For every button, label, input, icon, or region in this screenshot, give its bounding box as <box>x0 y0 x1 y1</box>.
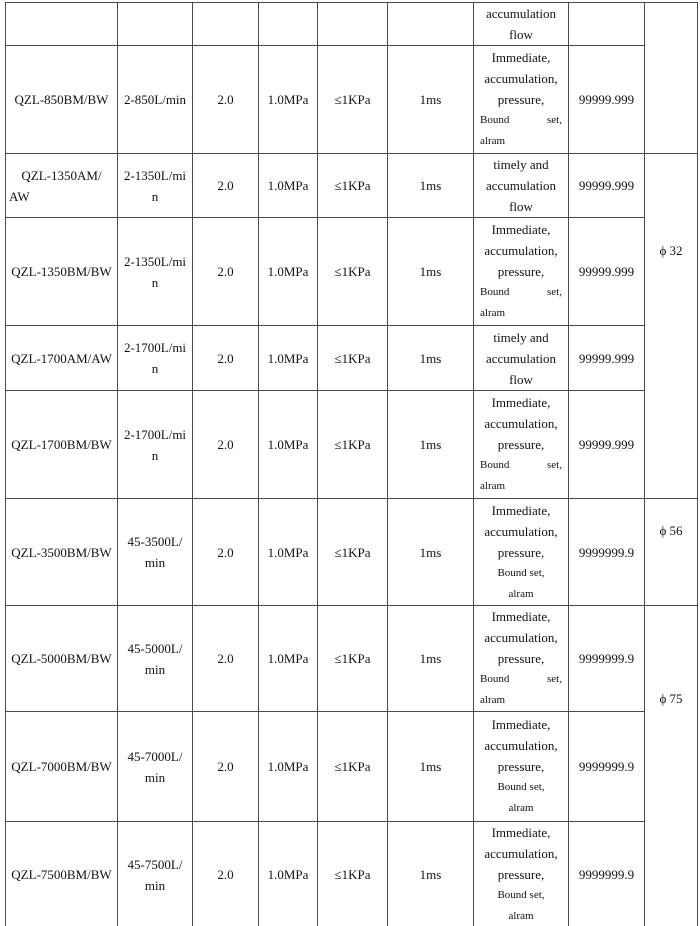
flow-range-value: 45-3500L/ <box>127 534 183 549</box>
cell-pressure-loss: ≤1KPa <box>318 712 388 822</box>
cell-display-range: 99999.999 <box>569 218 645 326</box>
cell-working-pressure <box>259 3 318 46</box>
cell-pressure-loss: ≤1KPa <box>318 391 388 499</box>
function-line-alarm: alram <box>480 135 506 147</box>
diameter-value: ϕ 32 <box>659 243 683 258</box>
model-label: QZL-1350AM/ <box>21 167 102 183</box>
function-line: Immediate, <box>491 609 551 624</box>
cell-model <box>6 499 118 606</box>
cell-flow-range <box>118 46 193 154</box>
cell-model <box>6 822 118 926</box>
model-label: QZL-1350BM/BW <box>11 264 112 279</box>
function-line-bound-set: Bound set, <box>497 889 545 901</box>
model-label: QZL-1700BM/BW <box>11 437 112 452</box>
set-word: set, <box>547 459 562 471</box>
cell-display-range: 99999.999 <box>569 391 645 499</box>
table-row <box>6 606 698 712</box>
cell-model <box>6 326 118 391</box>
function-line: pressure, <box>497 437 545 452</box>
cell-model <box>6 712 118 822</box>
flow-range-value: min <box>144 661 166 677</box>
function-line: accumulation <box>485 178 557 193</box>
cell-pressure-loss <box>318 3 388 46</box>
cell-working-pressure: 1.0MPa <box>259 712 318 822</box>
table-row <box>6 3 698 46</box>
cell-response-time <box>388 3 474 46</box>
cell-working-pressure: 1.0MPa <box>259 46 318 154</box>
flow-range-value: 45-7500L/ <box>127 856 183 872</box>
cell-response-time: 1ms <box>388 46 474 154</box>
function-line: accumulation, <box>484 846 558 861</box>
cell-diameter <box>645 499 698 606</box>
cell-display-range: 99999.999 <box>569 46 645 154</box>
set-word: set, <box>547 114 562 126</box>
cell-flow-range <box>118 3 193 46</box>
cell-flow-range <box>118 326 193 391</box>
model-label: AW <box>9 188 30 204</box>
flow-range-value: 2-850L/min <box>123 92 187 107</box>
function-line-bound-set: Bound set, <box>497 781 545 793</box>
cell-diameter <box>645 154 698 499</box>
diameter-value: ϕ 75 <box>659 691 683 706</box>
cell-display-range: 9999999.9 <box>569 499 645 606</box>
function-line-bound-set <box>474 455 568 476</box>
cell-accuracy: 2.0 <box>193 154 259 218</box>
cell-functions <box>474 391 569 499</box>
cell-model <box>6 218 118 326</box>
cell-accuracy: 2.0 <box>193 46 259 154</box>
function-line: flow <box>509 199 533 214</box>
cell-pressure-loss: ≤1KPa <box>318 46 388 154</box>
cell-response-time: 1ms <box>388 391 474 499</box>
cell-pressure-loss: ≤1KPa <box>318 606 388 712</box>
function-line: timely and <box>493 329 549 345</box>
function-line: accumulation, <box>484 71 558 86</box>
flow-range-value: min <box>144 555 166 570</box>
cell-functions <box>474 606 569 712</box>
cell-functions <box>474 3 569 46</box>
cell-response-time: 1ms <box>388 326 474 391</box>
cell-working-pressure: 1.0MPa <box>259 822 318 926</box>
cell-display-range: 99999.999 <box>569 326 645 391</box>
function-line-alarm: alram <box>480 480 506 492</box>
function-line: pressure, <box>497 759 545 774</box>
cell-functions <box>474 822 569 926</box>
cell-functions <box>474 326 569 391</box>
function-line: Immediate, <box>491 50 551 65</box>
cell-accuracy: 2.0 <box>193 712 259 822</box>
table-row <box>6 218 698 326</box>
flow-range-value: n <box>151 188 159 204</box>
function-line: flow <box>509 27 533 42</box>
function-line: accumulation, <box>484 630 558 645</box>
spec-table <box>5 2 698 926</box>
diameter-value: ϕ 56 <box>659 523 683 538</box>
table-row <box>6 712 698 822</box>
model-label: QZL-850BM/BW <box>14 92 109 107</box>
flow-range-value: 45-7000L/ <box>127 748 183 764</box>
function-line: accumulation <box>485 350 557 366</box>
cell-response-time: 1ms <box>388 218 474 326</box>
cell-working-pressure: 1.0MPa <box>259 154 318 218</box>
cell-functions <box>474 712 569 822</box>
function-line: timely and <box>493 157 549 172</box>
cell-response-time: 1ms <box>388 606 474 712</box>
cell-pressure-loss: ≤1KPa <box>318 822 388 926</box>
cell-response-time: 1ms <box>388 712 474 822</box>
cell-accuracy: 2.0 <box>193 218 259 326</box>
cell-display-range: 9999999.9 <box>569 606 645 712</box>
cell-functions <box>474 46 569 154</box>
cell-pressure-loss: ≤1KPa <box>318 326 388 391</box>
cell-model <box>6 606 118 712</box>
flow-range-value: min <box>144 877 166 893</box>
function-line: pressure, <box>497 92 545 107</box>
cell-functions <box>474 499 569 606</box>
cell-display-range: 9999999.9 <box>569 822 645 926</box>
model-label: QZL-5000BM/BW <box>11 651 112 666</box>
function-line: accumulation <box>485 6 557 21</box>
function-line-alarm: alram <box>508 587 534 600</box>
function-line: pressure, <box>497 544 545 560</box>
cell-diameter <box>645 3 698 154</box>
cell-display-range: 99999.999 <box>569 154 645 218</box>
cell-response-time: 1ms <box>388 154 474 218</box>
cell-diameter <box>645 606 698 926</box>
cell-response-time: 1ms <box>388 822 474 926</box>
flow-range-value: 2-1350L/mi <box>123 167 187 183</box>
cell-accuracy: 2.0 <box>193 391 259 499</box>
function-line: Immediate, <box>491 395 551 410</box>
cell-accuracy: 2.0 <box>193 326 259 391</box>
cell-functions <box>474 154 569 218</box>
table-row <box>6 822 698 926</box>
cell-pressure-loss: ≤1KPa <box>318 499 388 606</box>
cell-flow-range <box>118 154 193 218</box>
function-line: pressure, <box>497 867 545 882</box>
cell-functions <box>474 218 569 326</box>
bound-word: Bound <box>480 673 510 685</box>
table-row <box>6 499 698 606</box>
model-label: QZL-3500BM/BW <box>11 544 112 560</box>
flow-range-value: n <box>151 361 159 376</box>
cell-working-pressure: 1.0MPa <box>259 218 318 326</box>
function-line: pressure, <box>497 651 545 666</box>
table-row <box>6 154 698 218</box>
flow-range-value: n <box>151 274 159 290</box>
bound-word: Bound <box>480 459 510 471</box>
cell-flow-range <box>118 391 193 499</box>
cell-pressure-loss: ≤1KPa <box>318 154 388 218</box>
cell-working-pressure: 1.0MPa <box>259 326 318 391</box>
flow-range-value: 2-1700L/mi <box>123 426 187 442</box>
function-line: flow <box>509 371 533 387</box>
cell-display-range <box>569 3 645 46</box>
cell-model <box>6 391 118 499</box>
function-line-alarm: alram <box>508 910 534 922</box>
cell-display-range: 9999999.9 <box>569 712 645 822</box>
cell-flow-range <box>118 712 193 822</box>
table-row <box>6 46 698 154</box>
cell-flow-range <box>118 218 193 326</box>
flow-range-value: n <box>151 447 159 463</box>
function-line-alarm: alram <box>508 802 534 814</box>
function-line-bound-set <box>474 282 568 303</box>
table-row <box>6 326 698 391</box>
set-word: set, <box>547 673 562 685</box>
function-line: accumulation, <box>484 243 558 258</box>
cell-accuracy: 2.0 <box>193 606 259 712</box>
function-line: accumulation, <box>484 523 558 539</box>
function-line: Immediate, <box>491 717 551 732</box>
cell-model <box>6 46 118 154</box>
flow-range-value: min <box>144 769 166 785</box>
bound-word: Bound <box>480 286 510 298</box>
function-line: accumulation, <box>484 416 558 431</box>
cell-working-pressure: 1.0MPa <box>259 606 318 712</box>
model-label: QZL-7000BM/BW <box>11 759 112 774</box>
function-line-alarm: alram <box>480 307 506 319</box>
function-line: Immediate, <box>491 502 551 518</box>
model-label: QZL-7500BM/BW <box>11 867 112 882</box>
cell-working-pressure: 1.0MPa <box>259 391 318 499</box>
set-word: set, <box>547 286 562 298</box>
flow-range-value: 2-1350L/mi <box>123 253 187 269</box>
cell-flow-range <box>118 499 193 606</box>
bound-word: Bound <box>480 114 510 126</box>
cell-flow-range <box>118 606 193 712</box>
flow-range-value: 45-5000L/ <box>127 640 183 656</box>
function-line-bound-set <box>474 110 568 131</box>
function-line-bound-set: Bound set, <box>497 566 545 579</box>
cell-response-time: 1ms <box>388 499 474 606</box>
cell-accuracy: 2.0 <box>193 822 259 926</box>
cell-working-pressure: 1.0MPa <box>259 499 318 606</box>
flow-range-value: 2-1700L/mi <box>123 340 187 355</box>
cell-flow-range <box>118 822 193 926</box>
function-line: Immediate, <box>491 825 551 840</box>
cell-accuracy <box>193 3 259 46</box>
function-line-bound-set <box>474 669 568 690</box>
function-line-alarm: alram <box>480 694 506 706</box>
function-line: pressure, <box>497 264 545 279</box>
cell-pressure-loss: ≤1KPa <box>318 218 388 326</box>
function-line: Immediate, <box>491 222 551 237</box>
cell-model <box>6 3 118 46</box>
cell-model <box>6 154 118 218</box>
model-label: QZL-1700AM/AW <box>11 350 112 366</box>
table-row <box>6 391 698 499</box>
function-line: accumulation, <box>484 738 558 753</box>
cell-accuracy: 2.0 <box>193 499 259 606</box>
